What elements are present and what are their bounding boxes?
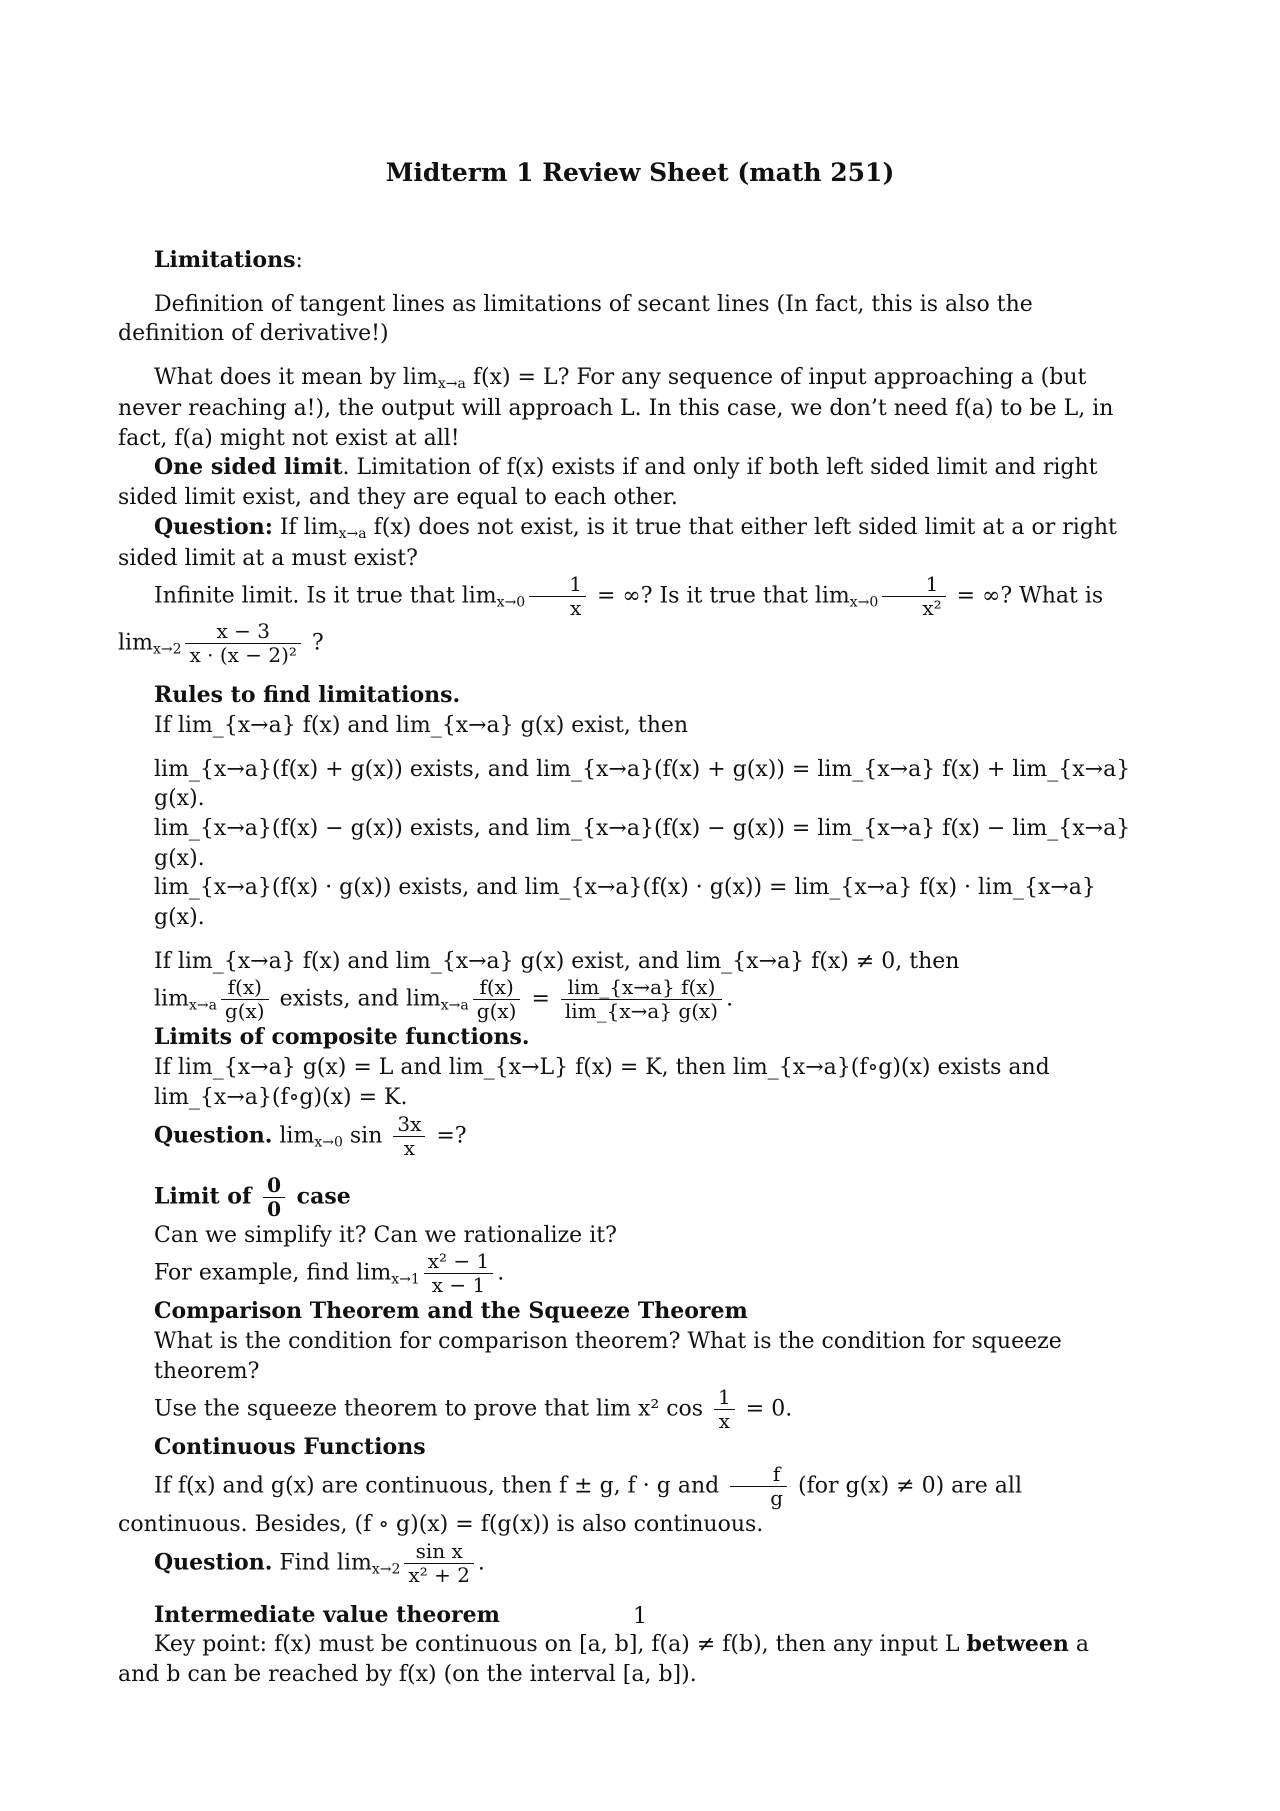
rule-difference: lim_{x→a}(f(x) − g(x)) exists, and lim_{x→a}(f(x) − g(x)) = lim_{x→a} f(x) − lim_{x→a} g(x).: [154, 816, 1131, 871]
zero-over-zero-example: For example, find $\lim_{x\to 1}$ $\frac{\text{x² − 1}}{x - 1}$ .: [154, 1249, 505, 1298]
page-number: 1: [633, 1604, 647, 1629]
rules-heading: Rules to find limitations.: [154, 682, 461, 709]
rule-quotient-intro: If lim_{x→a} f(x) and lim_{x→a} g(x) exist, and lim_{x→a} f(x) ≠ 0, then: [154, 948, 960, 974]
composite-text: If lim_{x→a} g(x) = L and lim_{x→L} f(x) = K, then lim_{x→a}(f∘g)(x) exists and lim_{x→a}(f∘g)(x) = K.: [154, 1055, 1050, 1110]
squeeze-heading: Comparison Theorem and the Squeeze Theorem: [154, 1298, 748, 1325]
document-body: [118, 246, 1132, 1690]
tangent-paragraph: Definition of tangent lines as limitations of secant lines (In fact, this is also the definition of derivative!): [118, 291, 1033, 347]
fraction: $\frac{0}{0}$: [263, 1174, 285, 1221]
fraction: $\frac{f(x)}{g(x)}$: [221, 976, 269, 1023]
composite-heading: Limits of composite functions.: [154, 1024, 530, 1051]
zero-over-zero-text: Can we simplify it? Can we rationalize it?: [154, 1222, 617, 1248]
fraction: $\frac{f}{g}$: [730, 1463, 787, 1510]
one-sided-limit-paragraph: One sided limit. Limitation of f(x) exists if and only if both left sided limit and right sided limit exist, and they are equal to each other.: [118, 454, 1098, 511]
rule-sum: lim_{x→a}(f(x) + g(x)) exists, and lim_{x→a}(f(x) + g(x)) = lim_{x→a} f(x) + lim_{x→a} g(x).: [154, 756, 1131, 812]
squeeze-exercise: Use the squeeze theorem to prove that lim x² cos $\frac{1}{x}$ = 0.: [154, 1385, 793, 1434]
ivt-heading: Intermediate value theorem: [154, 1601, 500, 1628]
limit-meaning-paragraph: What does it mean by $\lim_{x\to a} f(x) = L$? For any sequence of input approaching a (but never reaching a!), the output will approach L. In this case, we don’t need f(a) to be L, in fact, f(a) might not exist at all!: [118, 365, 1114, 451]
zero-over-zero-heading: Limit of $\frac{0}{0}$ case: [154, 1172, 351, 1221]
infinite-limit-paragraph: Infinite limit. Is it true that $\lim_{x\to 0}$ $\frac{1}{x}$ = ∞? Is it true that $\lim_{x\to 0}$ $\frac{1}{\text{x²}}$ = ∞? What is: [154, 572, 1104, 621]
composite-question: Question. $\lim_{x\to 0} \sin$ $\frac{3x}{x}$ =?: [154, 1111, 467, 1160]
fraction: $\frac{\lim\_\{x\to a\} f(x)}{\lim\_\{x\to a\} g(x)}$: [561, 976, 722, 1023]
fraction: $\frac{1}{\text{x²}}$: [882, 573, 945, 620]
continuous-question: Question. Find $\lim_{x\to 2}$ $\frac{\text{sin x}}{\text{x² + 2}}$ .: [154, 1538, 485, 1587]
question-paragraph: Question: If $\lim_{x\to a} f(x)$ does not exist, is it true that either left sided limit at a or right sided limit at a must exist?: [118, 513, 1117, 571]
continuous-text: If f(x) and g(x) are continuous, then f ± g, f · g and $\frac{f}{g}$ (for g(x) ≠ 0) are all continuous. Besides, (f ∘ g)(x) = f(g(x)) is also continuous.: [118, 1461, 1022, 1537]
page-title: Midterm 1 Review Sheet (math 251): [385, 158, 895, 187]
fraction: $\frac{\text{x² − 1}}{x - 1}$: [424, 1250, 494, 1297]
continuous-heading: Continuous Functions: [154, 1434, 426, 1461]
rules-intro: If lim_{x→a} f(x) and lim_{x→a} g(x) exist, then: [154, 712, 689, 738]
fraction: $\frac{3x}{x}$: [393, 1113, 425, 1160]
infinite-limit-continued: $\lim_{x\to 2}$ $\frac{x - 3}{\text{x · (x − 2)²}}$ ?: [118, 619, 324, 668]
fraction: $\frac{1}{x}$: [714, 1386, 735, 1433]
fraction: $\frac{\text{sin x}}{\text{x² + 2}}$: [404, 1540, 474, 1587]
rule-product: lim_{x→a}(f(x) · g(x)) exists, and lim_{x→a}(f(x) · g(x)) = lim_{x→a} f(x) · lim_{x→a} g(x).: [154, 875, 1096, 931]
fraction: $\frac{1}{x}$: [529, 573, 586, 620]
fraction: $\frac{f(x)}{g(x)}$: [473, 976, 521, 1023]
squeeze-text: What is the condition for comparison theorem? What is the condition for squeeze theorem?: [154, 1328, 1062, 1384]
section-limitations-heading: Limitations:: [154, 247, 303, 273]
ivt-text: Key point: f(x) must be continuous on [a, b], f(a) ≠ f(b), then any input L between a and b can be reached by f(x) (on the interval [a, b]).: [118, 1631, 1090, 1688]
fraction: $\frac{x - 3}{\text{x · (x − 2)²}}$: [185, 620, 300, 667]
rule-quotient: $\lim_{x\to a}$ $\frac{f(x)}{g(x)}$ exists, and $\lim_{x\to a}$ $\frac{f(x)}{g(x)}$ = $\frac{\lim\_\{x\to a\} f(x)}{\lim\_\{x\to a\} g(x)}$ .: [154, 975, 734, 1024]
